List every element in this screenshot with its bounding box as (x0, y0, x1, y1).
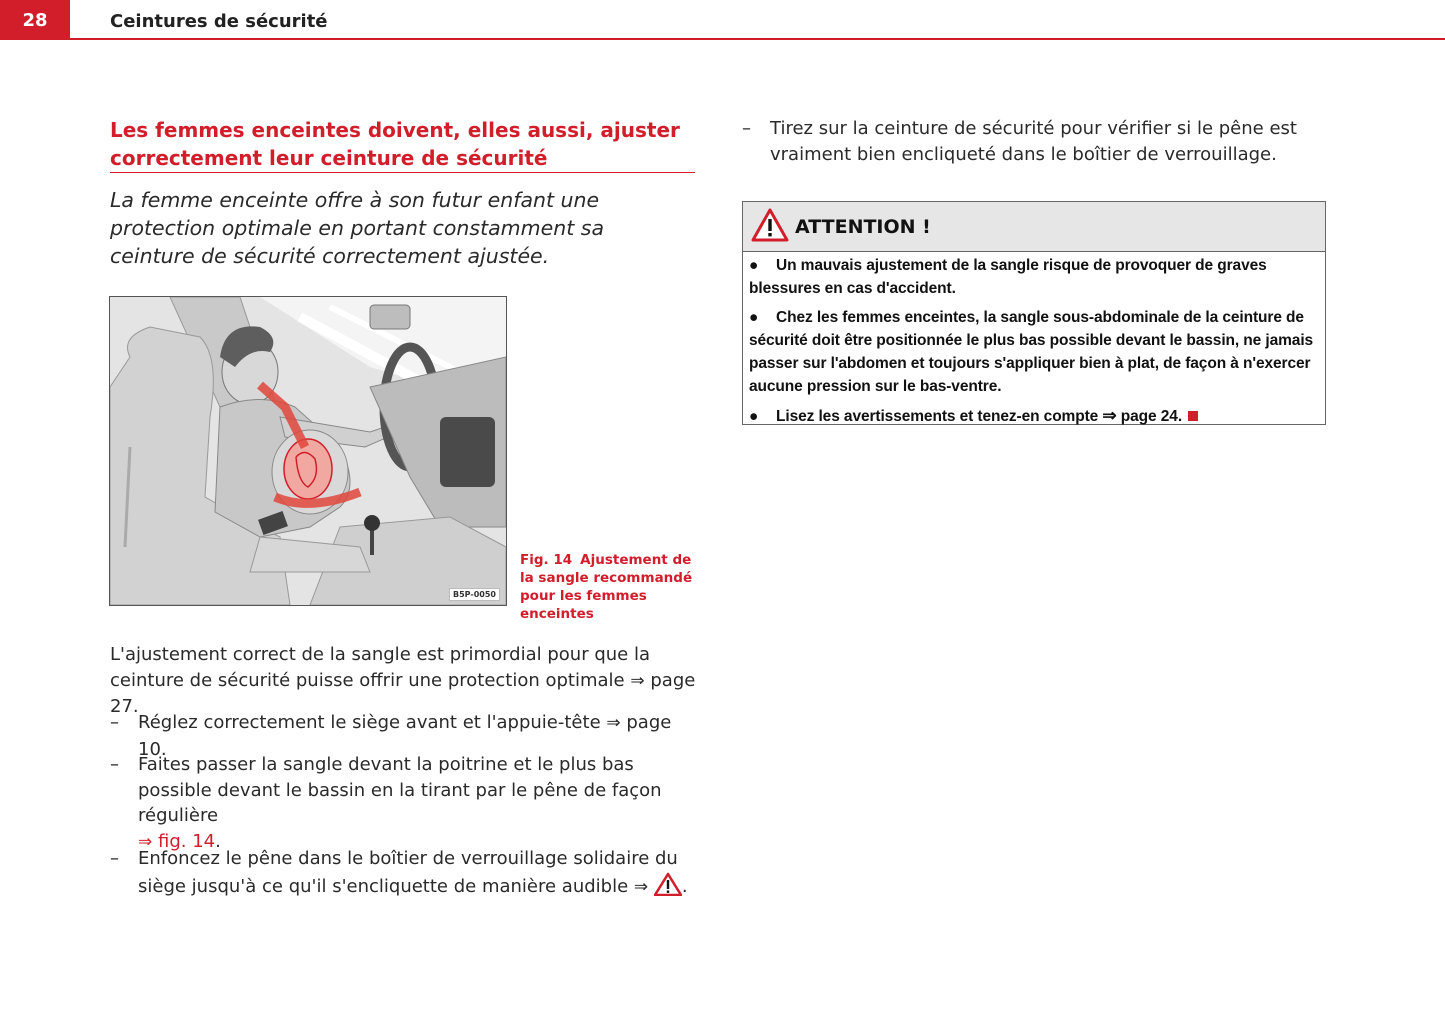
attention-item (749, 306, 1319, 398)
figure-pregnant-seatbelt (109, 296, 507, 606)
attention-header (743, 202, 1325, 252)
step-text: Réglez correctement le siège avant et l'appuie-tête (138, 712, 601, 733)
step-end: . (215, 830, 221, 852)
figure-caption (520, 551, 700, 623)
bullet-icon: ● (749, 408, 759, 425)
warning-triangle-icon (751, 208, 789, 246)
arrow-icon: ⇒ (606, 713, 621, 733)
running-header-title: Ceintures de sécurité (110, 11, 328, 32)
figure-caption-number: Fig. 14 (520, 552, 573, 568)
pregnant-woman-illustration (110, 297, 506, 605)
page-ref-link[interactable]: page 10. (138, 712, 672, 760)
step-dash: – (742, 118, 751, 139)
step-dash: – (110, 712, 119, 733)
step-dash: – (110, 754, 119, 775)
step-item (110, 752, 700, 855)
page-ref-link[interactable]: page 24. (1120, 408, 1183, 425)
arrow-icon: ⇒ (138, 831, 153, 852)
arrow-icon: ⇒ (633, 876, 649, 897)
step-end: . (681, 875, 688, 897)
step-dash: – (110, 848, 119, 869)
body-paragraph (110, 642, 700, 720)
bullet-icon: ● (749, 257, 759, 274)
step-item (110, 846, 700, 903)
attention-box (742, 201, 1326, 425)
attention-title: ATTENTION ! (795, 215, 931, 238)
end-of-section-icon (1188, 411, 1198, 421)
header-rule (70, 38, 1445, 40)
step-text: Faites passer la sangle devant la poitrine et le plus bas possible devant le bassin en la tirant par le pêne de façon régulière (138, 754, 662, 826)
step-text: Tirez sur la ceinture de sécurité pour vérifier si le pêne est vraiment bien encliqueté dans le boîtier de verrouillage. (770, 118, 1297, 165)
figure-ref-text: fig. 14 (157, 830, 216, 852)
warning-triangle-icon[interactable] (654, 872, 682, 904)
step-item (742, 116, 1332, 167)
figure-caption-text: Ajustement de la sangle recommandé pour les femmes enceintes (520, 552, 693, 622)
attention-item-text: Un mauvais ajustement de la sangle risque de provoquer de graves blessures en cas d'accident. (749, 257, 1267, 297)
attention-item-text: Chez les femmes enceintes, la sangle sous-abdominale de la ceinture de sécurité doit être positionnée le plus bas possible devant le bassin, ne jamais passer sur l'abdomen et toujours s'appliquer bien à plat, de façon à n'exercer aucune pression sur le bas-ventre. (749, 309, 1314, 395)
attention-item-text: Lisez les avertissements et tenez-en compte (776, 408, 1099, 425)
bullet-icon: ● (749, 309, 759, 326)
section-intro: La femme enceinte offre à son futur enfant une protection optimale en portant constamment sa ceinture de sécurité correctement ajustée. (110, 188, 605, 268)
title-rule (110, 172, 695, 173)
page-number: 28 (0, 0, 70, 40)
attention-item (749, 254, 1319, 300)
arrow-icon: ⇒ (630, 670, 645, 691)
step-text: Enfoncez le pêne dans le boîtier de verrouillage solidaire du siège jusqu'à ce qu'il s'encliquette de manière audible (138, 848, 678, 897)
page-ref-link[interactable]: page 27. (110, 669, 696, 717)
attention-item (749, 404, 1319, 428)
figure-code: B5P-0050 (449, 588, 500, 601)
section-title: Les femmes enceintes doivent, elles aussi, ajuster correctement leur ceinture de sécurité (110, 118, 680, 170)
body-paragraph-text: L'ajustement correct de la sangle est primordial pour que la ceinture de sécurité puisse offrir une protection optimale (110, 644, 650, 691)
attention-body (743, 252, 1325, 428)
arrow-icon: ⇒ (1102, 406, 1117, 425)
